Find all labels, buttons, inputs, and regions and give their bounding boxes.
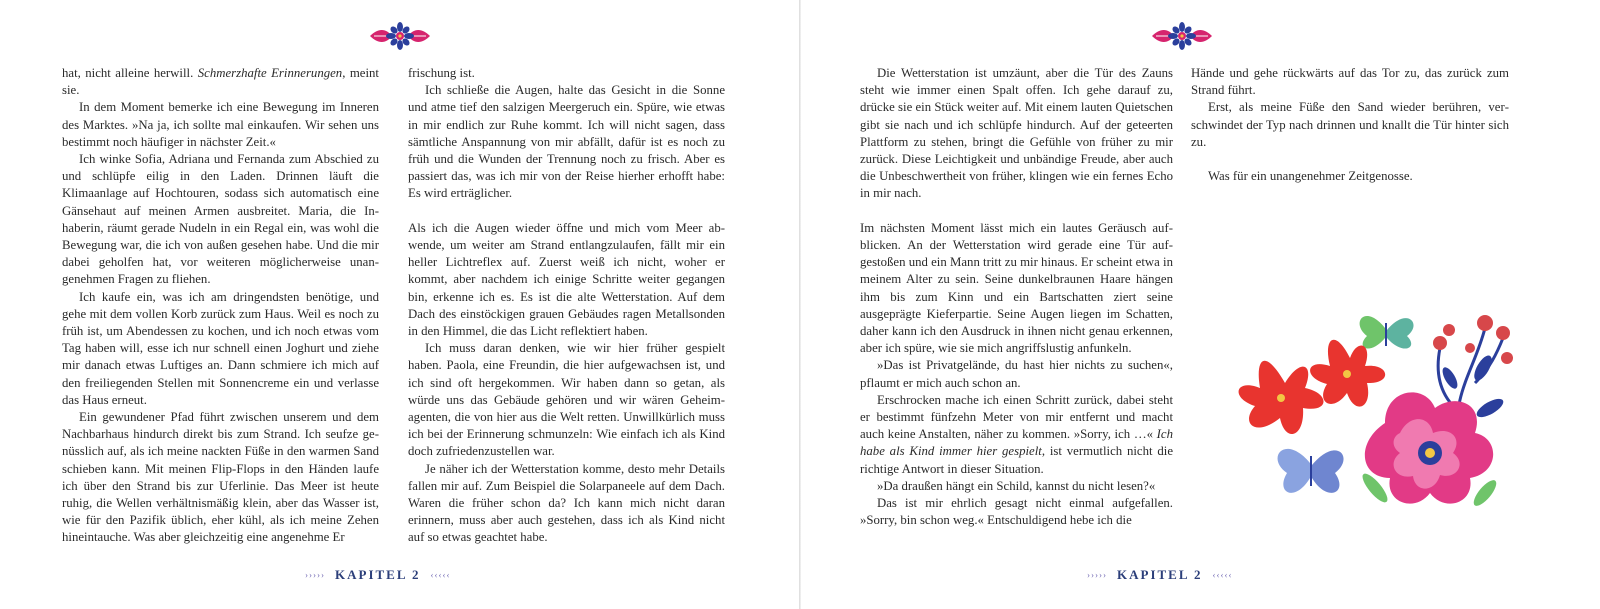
arrows-left-icon: ››››› bbox=[305, 570, 325, 580]
text-run: Erst, als meine Füße den Sand wieder berühren, verschwindet der Typ nach drinnen und knallt die Tür hinter sich zu. bbox=[1191, 100, 1509, 149]
right-text-column-2 bbox=[1191, 65, 1509, 185]
arrows-right-icon: ‹‹‹‹‹ bbox=[1212, 570, 1233, 580]
text-run: Die Wetterstation ist umzäunt, aber die Tür des Zauns steht wie immer einen Spalt offen. Ich gehe darauf zu, drücke sie ein Stück weiter auf. Mit einem lauten Quietschen gibt sie nach und ich schlüpfe hindurch. Auf der geteerten Plattform zu stehen, bringt die Gefühle von früher zu mir zurück. Diese Leichtigkeit und unbändige Freude, aber auch die Unbeschwertheit von früher, klingen wie ein fernes Echo in mir nach. bbox=[860, 66, 1173, 201]
paragraph bbox=[408, 461, 725, 547]
text-run: Hände und gehe rückwärts auf das Tor zu, das zurück zum Strand führt. bbox=[1191, 66, 1509, 98]
italic-text: Ich habe als Kind immer hier gespielt bbox=[860, 427, 1173, 459]
paragraph bbox=[1191, 99, 1509, 151]
paragraph bbox=[1191, 65, 1509, 99]
text-run: Ein gewundener Pfad führt zwischen unserem und dem Nachbarhaus hindurch direkt bis zum Strand. Ich seufze genüsslich auf, als ich meine nackten Füße in den warmen Sand schieben kann. Mit meinen Flip-Flops in den Händen laufe ich über den Strand bis zur Uferlinie. Das Meer ist heute ruhig, die Wellen verhältnismäßig klein, aber das Wasser ist, wie für den Pazifik üblich, eher kühl, als ich meine Zehen hineintauche. Was aber gleichzeitig eine angenehme Er bbox=[62, 410, 379, 545]
left-text-column-1 bbox=[62, 65, 379, 547]
text-run: , ist vermutlich nicht die richtige Antwort in dieser Situation. bbox=[860, 444, 1174, 476]
text-run: Ich schließe die Augen, halte das Gesicht in die Sonne und atme tief den salzigen Meergeruch ein. Spüre, wie etwas in mir endlich zur Ruhe kommt. Ich will nicht sagen, dass sämtliche Anspannung von mir abfällt, dafür ist es noch zu früh und die Wunden der Trennung noch zu frisch. Aber es passiert das, was ich mir von der Reise hierher erhofft habe: Es wird erträglicher. bbox=[408, 83, 725, 201]
text-run: »Da draußen hängt ein Schild, kannst du nicht lesen?« bbox=[877, 478, 1156, 493]
text-run: frischung ist. bbox=[408, 66, 475, 80]
left-page bbox=[0, 0, 799, 609]
chapter-label: KAPITEL 2 bbox=[335, 567, 421, 582]
arrows-left-icon: ››››› bbox=[1087, 570, 1107, 580]
paragraph bbox=[860, 478, 1173, 495]
right-text-column-1 bbox=[860, 65, 1173, 529]
left-text-column-2 bbox=[408, 65, 725, 547]
text-run: hat, nicht alleine herwill. bbox=[62, 66, 198, 80]
paragraph bbox=[408, 82, 725, 202]
text-run: Das ist mir ehrlich gesagt nicht einmal aufgefallen. »Sorry, bin schon weg.« Entschuldigend hebe ich die bbox=[860, 496, 1173, 528]
paragraph bbox=[62, 65, 379, 99]
text-run: , meint sie. bbox=[62, 66, 379, 98]
paragraph-gap bbox=[408, 203, 725, 220]
paragraph bbox=[408, 340, 725, 460]
paragraph bbox=[408, 220, 725, 340]
text-run: Im nächsten Moment lässt mich ein lautes Geräusch aufblicken. An der Wetterstation wird gerade eine Tür aufgestoßen und ein Mann tritt zu mir hinaus. Er scheint etwa in meinem Alter zu sein. Seine dunkelbraunen Haare hängen ihm bis zum Kinn und ein Bartschatten ziert seine ausgeprägte Kieferpartie. Seine Augen liegen im Schatten, daher kann ich den Ausdruck in ihnen nicht genau erkennen, aber ich spüre, wie sie mich angriffslustig anfunkeln. bbox=[860, 220, 1173, 356]
paragraph bbox=[860, 357, 1173, 391]
paragraph bbox=[1191, 168, 1509, 185]
paragraph bbox=[408, 65, 725, 82]
paragraph bbox=[62, 409, 379, 547]
paragraph bbox=[62, 151, 379, 289]
text-run: Als ich die Augen wieder öffne und mich vom Meer abwende, um weiter am Strand entlangzulaufen, fällt mir ein heller Lichtreflex auf. Zuerst weiß ich nicht, woher er kommt, aber nachdem ich einige Schritte weiter gegangen bin, erkenne ich es. Es ist die alte Wetterstation. Auf dem Dach des einstöckigen grauen Gebäudes ragen Metallsonden in den Himmel, die das Licht reflektiert haben. bbox=[408, 220, 725, 339]
text-run: »Das ist Privatgelände, du hast hier nichts zu suchen«, pflaumt er mich auch schon an. bbox=[860, 358, 1173, 390]
right-chapter-footer bbox=[1087, 567, 1233, 583]
paragraph-gap bbox=[860, 203, 1173, 220]
paragraph bbox=[860, 495, 1173, 529]
text-run: In dem Moment bemerke ich eine Bewegung im Inneren des Marktes. »Na ja, ich sollte mal einkaufen. Wir sehen uns bestimmt noch häufiger in nächster Zeit.« bbox=[62, 100, 379, 149]
floral-ornament-icon bbox=[368, 22, 432, 55]
text-run: Ich muss daran denken, wie wir hier früher gespielt haben. Paola, eine Freundin, die hier aufgewachsen ist, und ich sind oft hergekommen. Wir haben dann so getan, als würde uns das Gebäude gehören und wir wären Geheimagenten, die von hier aus die Welt retten. Unwillkürlich muss ich bei der Erinnerung schmunzeln: Wie einfach ich als Kind doch zufriedenzustellen war. bbox=[408, 341, 725, 459]
text-run: Ich kaufe ein, was ich am dringendsten benötige, und gehe mit dem vollen Korb zurück zum Haus. Weil es noch zu früh ist, um Abendessen zu kochen, und ich noch etwas vom Tag haben will, esse ich nur schnell einen Joghurt und ziehe mir danach etwas Luftiges an. Dann schmiere ich mich auf den freiliegenden Stellen mit Sonnencreme ein und verlasse das Haus erneut. bbox=[62, 289, 379, 407]
chapter-label: KAPITEL 2 bbox=[1117, 567, 1203, 582]
text-run: Erschrocken mache ich einen Schritt zurück, dabei steht er bestimmt fünfzehn Meter von mir entfernt und macht auch keine Anstalten, näher zu kommen. »Sorry, ich …« bbox=[860, 392, 1173, 442]
text-run: Was für ein unangenehmer Zeitgenosse. bbox=[1208, 169, 1413, 184]
paragraph-gap bbox=[1191, 151, 1509, 168]
paragraph bbox=[860, 220, 1173, 358]
arrows-right-icon: ‹‹‹‹‹ bbox=[430, 570, 451, 580]
text-run: Ich winke Sofia, Adriana und Fernanda zum Abschied zu und schlüpfe eilig in den Laden. Drinnen läuft die Klimaanlage auf Hochtouren, sodass sich automatisch eine Gänsehaut auf meinen Armen ausbreitet. Maria, die Inhaberin, räumt gerade Nudeln in ein Regal ein, was wohl die Bewegung war, die ich von außen gesehen habe. Und die mir dabei geholfen hat, vor weiteren möglicherweise unangenehmen Fragen zu fliehen. bbox=[62, 152, 379, 287]
flowers-and-butterflies-illustration bbox=[1235, 288, 1535, 533]
italic-text: Schmerzhafte Erinnerungen bbox=[197, 66, 343, 80]
paragraph bbox=[860, 65, 1173, 203]
paragraph bbox=[860, 392, 1173, 478]
paragraph bbox=[62, 99, 379, 151]
text-run: Je näher ich der Wetterstation komme, desto mehr Details fallen mir auf. Zum Beispiel die Solarpaneele auf dem Dach. Waren die früher schon da? Ich kann mich nicht daran erinnern, muss aber auch gestehen, dass ich als Kind nicht auf so etwas geachtet habe. bbox=[408, 461, 725, 545]
floral-ornament-icon bbox=[1150, 22, 1214, 55]
paragraph bbox=[62, 289, 379, 409]
left-chapter-footer bbox=[305, 567, 451, 583]
